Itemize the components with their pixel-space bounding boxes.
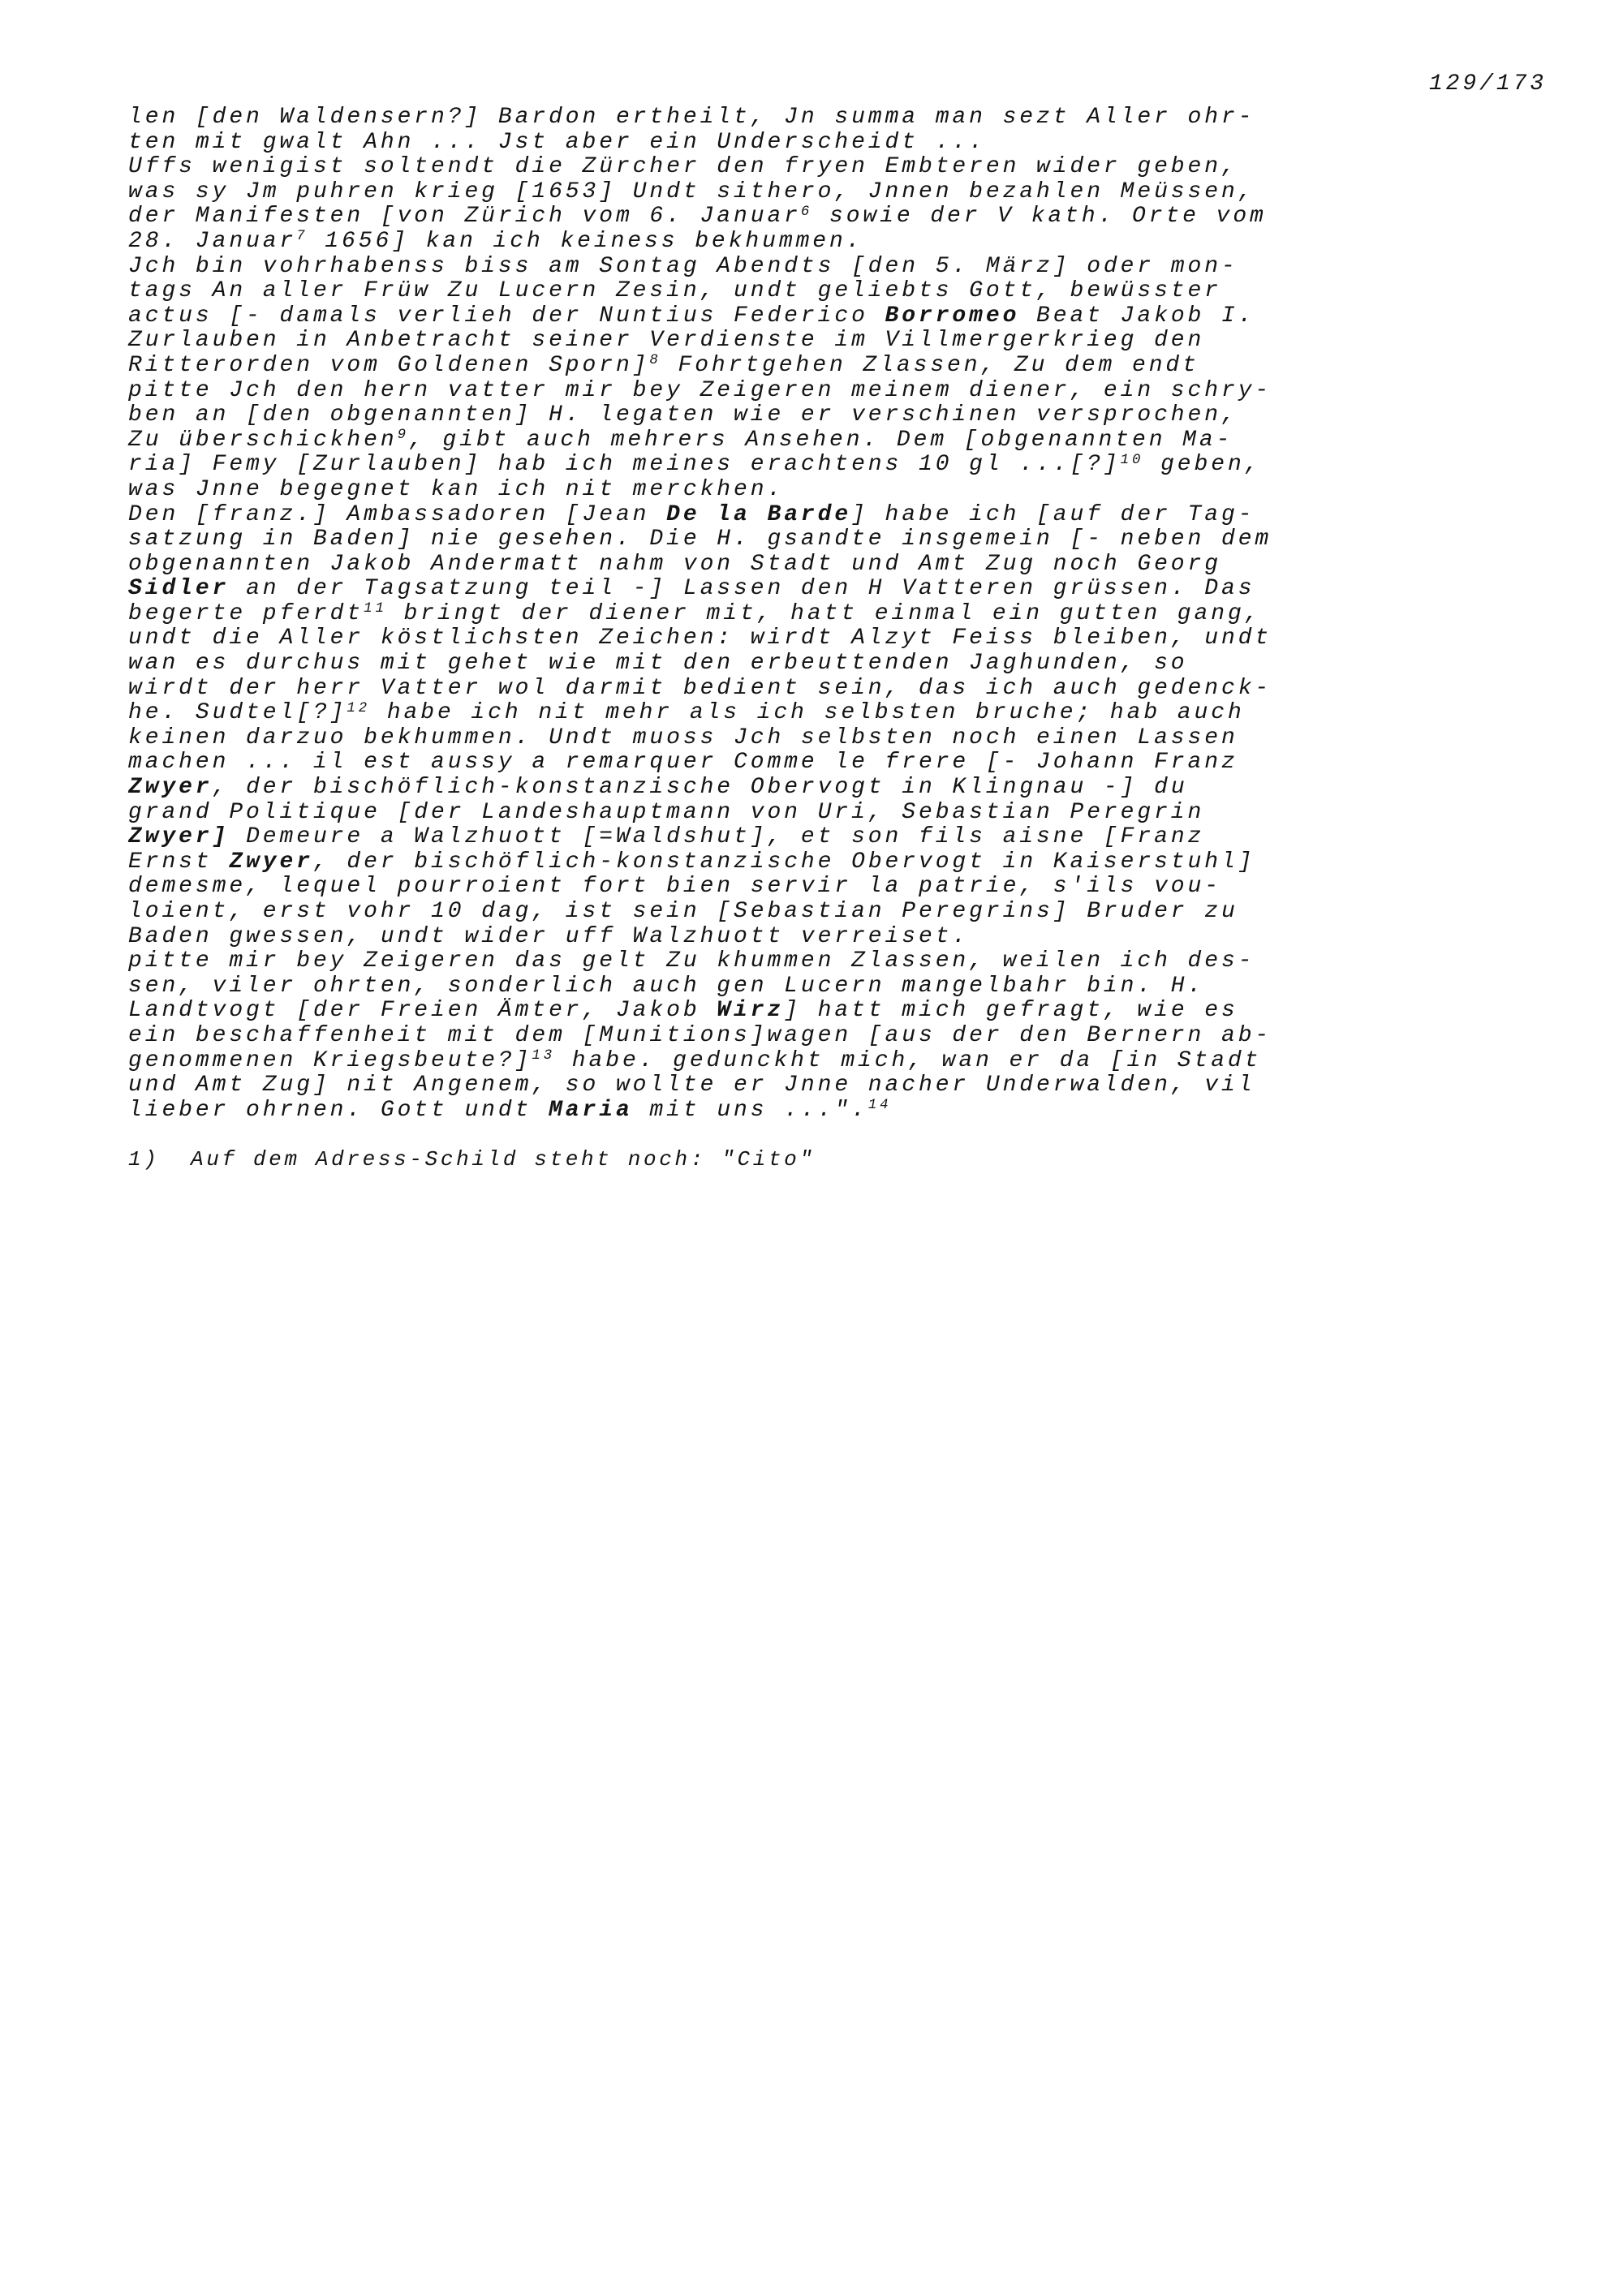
text-segment: der Manifesten [von Zürich vom 6. Januar <box>128 204 801 230</box>
text-segment: Jch bin vohrhabenss biss am Sontag Abendts [den 5. März] oder mon- <box>128 253 1238 279</box>
footnote-block <box>128 1147 1524 1172</box>
text-line <box>128 925 1524 950</box>
footnote-marker: 10 <box>1120 452 1144 468</box>
text-segment: und Amt Zug] nit Angenem, so wollte er Jnne nacher Underwalden, vil <box>128 1073 1255 1099</box>
text-line <box>128 999 1524 1024</box>
text-line <box>128 131 1524 156</box>
text-segment: machen ... il est aussy a remarquer Comme le frere [- Johann Franz <box>128 750 1238 776</box>
text-line <box>128 900 1524 925</box>
footnote-marker: 11 <box>364 601 387 617</box>
text-segment: 1) Auf dem Adress-Schild steht noch: "Cito" <box>128 1147 816 1172</box>
text-line <box>128 801 1524 826</box>
text-line <box>128 651 1524 677</box>
text-line <box>128 949 1524 974</box>
text-segment: wirdt der herr Vatter wol darmit bedient sein, das ich auch gedenck- <box>128 675 1272 701</box>
text-segment: wan es durchus mit gehet wie mit den erbeuttenden Jaghunden, so <box>128 651 1188 677</box>
footnote-line <box>128 1147 1524 1172</box>
text-segment: Zu überschickhen <box>128 427 398 453</box>
text-line <box>128 478 1524 503</box>
text-segment: undt die Aller köstlichsten Zeichen: wirdt Alzyt Feiss bleiben, undt <box>128 626 1272 651</box>
text-segment: tags An aller Früw Zu Lucern Zesin, undt geliebts Gott, bewüsster <box>128 278 1221 304</box>
text-line <box>128 304 1524 329</box>
text-line <box>128 626 1524 651</box>
text-line <box>128 329 1524 354</box>
text-segment: he. Sudtel[?] <box>128 700 347 726</box>
footnote-marker: 7 <box>296 229 308 245</box>
text-segment: , der bischöflich-konstanzische Obervogt in Kaiserstuhl] <box>312 849 1255 875</box>
text-segment: ben an [den obgenannten] H. legaten wie er verschinen versprochen, <box>128 402 1238 428</box>
text-segment: 1656] kan ich keiness bekhummen. <box>308 228 863 254</box>
text-line <box>128 750 1524 776</box>
text-segment: was sy Jm puhren krieg [1653] Undt sithero, Jnnen bezahlen Meüssen, <box>128 178 1255 204</box>
footnote-marker: 6 <box>800 204 813 220</box>
text-segment: 28. Januar <box>128 228 297 254</box>
footnote-marker: 14 <box>867 1098 892 1114</box>
text-segment: ] hatt mich gefragt, wie es <box>784 998 1238 1024</box>
footnote-marker: 13 <box>532 1047 556 1064</box>
emphasized-text: Wirz <box>717 998 785 1024</box>
text-segment: keinen darzuo bekhummen. Undt muoss Jch selbsten noch einen Lassen <box>128 724 1238 750</box>
text-line <box>128 503 1524 528</box>
text-line <box>128 1073 1524 1099</box>
text-segment: Uffs wenigist soltendt die Zürcher den fryen Embteren wider geben, <box>128 154 1238 180</box>
body-text <box>128 105 1524 1172</box>
text-segment: sowie der V kath. Orte vom <box>812 204 1267 230</box>
text-line <box>128 1049 1524 1074</box>
text-segment: ] habe ich [auf der Tag- <box>851 501 1255 527</box>
text-segment: mit uns ...". <box>632 1097 868 1123</box>
text-line <box>128 453 1524 478</box>
text-line <box>128 204 1524 230</box>
text-segment: loient, erst vohr 10 dag, ist sein [Sebastian Peregrins] Bruder zu <box>128 899 1238 924</box>
text-segment: ein beschaffenheit mit dem [Munitions]wagen [aus der den Bernern ab- <box>128 1022 1272 1048</box>
text-line <box>128 1099 1524 1124</box>
text-segment: sen, viler ohrten, sonderlich auch gen Lucern mangelbahr bin. H. <box>128 973 1205 999</box>
text-segment: Ernst <box>128 849 230 875</box>
text-segment: Den [franz.] Ambassadoren [Jean <box>128 501 667 527</box>
text-line <box>128 875 1524 900</box>
text-segment: grand Politique [der Landeshauptmann von Uri, Sebastian Peregrin <box>128 799 1205 825</box>
text-segment: an der Tagsatzung teil -] Lassen den H Vatteren grüssen. Das <box>229 576 1255 602</box>
text-segment: geben, <box>1143 452 1262 478</box>
text-line <box>128 279 1524 304</box>
text-segment: habe ich nit mehr als ich selbsten bruche; hab auch <box>370 700 1245 726</box>
footnote-marker: 9 <box>397 428 409 444</box>
text-segment: ten mit gwalt Ahn ... Jst aber ein Underscheidt ... <box>128 129 986 155</box>
text-segment: pitte Jch den hern vatter mir bey Zeigeren meinem diener, ein schry- <box>128 377 1272 403</box>
text-segment: Demeure a Walzhuott [=Waldshut], et son fils aisne [Franz <box>229 824 1205 850</box>
text-line <box>128 577 1524 602</box>
emphasized-text: Borromeo <box>885 303 1020 329</box>
footnote-marker: 12 <box>347 700 371 716</box>
text-line <box>128 180 1524 205</box>
text-segment: genommenen Kriegsbeute?] <box>128 1047 532 1073</box>
text-line <box>128 677 1524 702</box>
text-segment: Beat Jakob I. <box>1019 303 1255 329</box>
text-line <box>128 825 1524 850</box>
text-line <box>128 527 1524 553</box>
page-number: 129/173 <box>1428 71 1547 97</box>
text-line <box>128 850 1524 875</box>
text-line <box>128 155 1524 180</box>
text-line <box>128 105 1524 131</box>
text-line <box>128 1024 1524 1049</box>
text-segment: was Jnne begegnet kan ich nit merckhen. <box>128 476 785 502</box>
text-line <box>128 230 1524 255</box>
emphasized-text: Zwyer] <box>128 824 230 850</box>
text-line <box>128 379 1524 404</box>
text-line <box>128 701 1524 726</box>
text-segment: pitte mir bey Zeigeren das gelt Zu khummen Zlassen, weilen ich des- <box>128 948 1255 974</box>
text-segment: ria] Femy [Zurlauben] hab ich meines erachtens 10 gl ...[?] <box>128 452 1121 478</box>
text-line <box>128 428 1524 454</box>
text-segment: , gibt auch mehrers Ansehen. Dem [obgenannten Ma- <box>408 427 1233 453</box>
text-segment: demesme, lequel pourroient fort bien servir la patrie, s'ils vou- <box>128 874 1221 900</box>
emphasized-text: Zwyer <box>229 849 313 875</box>
text-segment: obgenannten Jakob Andermatt nahm von Stadt und Amt Zug noch Georg <box>128 551 1221 577</box>
emphasized-text: Zwyer <box>128 775 213 801</box>
text-segment: bringt der diener mit, hatt einmal ein gutten gang, <box>386 600 1262 626</box>
emphasized-text: Sidler <box>128 576 230 602</box>
text-segment: lieber ohrnen. Gott undt <box>128 1097 549 1123</box>
text-segment: , der bischöflich-konstanzische Obervogt in Klingnau -] du <box>212 775 1188 801</box>
text-segment: habe. gedunckht mich, wan er da [in Stadt <box>555 1047 1262 1073</box>
text-segment: actus [- damals verlieh der Nuntius Federico <box>128 303 885 329</box>
text-segment: Baden gwessen, undt wider uff Walzhuott verreiset. <box>128 923 970 949</box>
text-line <box>128 602 1524 627</box>
text-segment: Ritterorden vom Goldenen Sporn] <box>128 352 650 378</box>
text-segment: Zurlauben in Anbetracht seiner Verdienste im Villmergerkrieg den <box>128 328 1205 354</box>
footnote-marker: 8 <box>649 353 661 369</box>
text-segment: begerte pferdt <box>128 600 364 626</box>
text-line <box>128 974 1524 1000</box>
text-segment: Landtvogt [der Freien Ämter, Jakob <box>128 998 717 1024</box>
text-segment: len [den Waldensern?] Bardon ertheilt, Jn summa man sezt Aller ohr- <box>128 105 1255 130</box>
text-line <box>128 255 1524 280</box>
emphasized-text: Maria <box>549 1097 633 1123</box>
emphasized-text: De la Barde <box>666 501 852 527</box>
text-line <box>128 354 1524 379</box>
text-line <box>128 403 1524 428</box>
text-segment: satzung in Baden] nie gesehen. Die H. gsandte insgemein [- neben dem <box>128 527 1272 553</box>
text-line <box>128 776 1524 801</box>
text-line <box>128 726 1524 751</box>
text-line <box>128 553 1524 578</box>
text-segment: Fohrtgehen Zlassen, Zu dem endt <box>661 352 1199 378</box>
